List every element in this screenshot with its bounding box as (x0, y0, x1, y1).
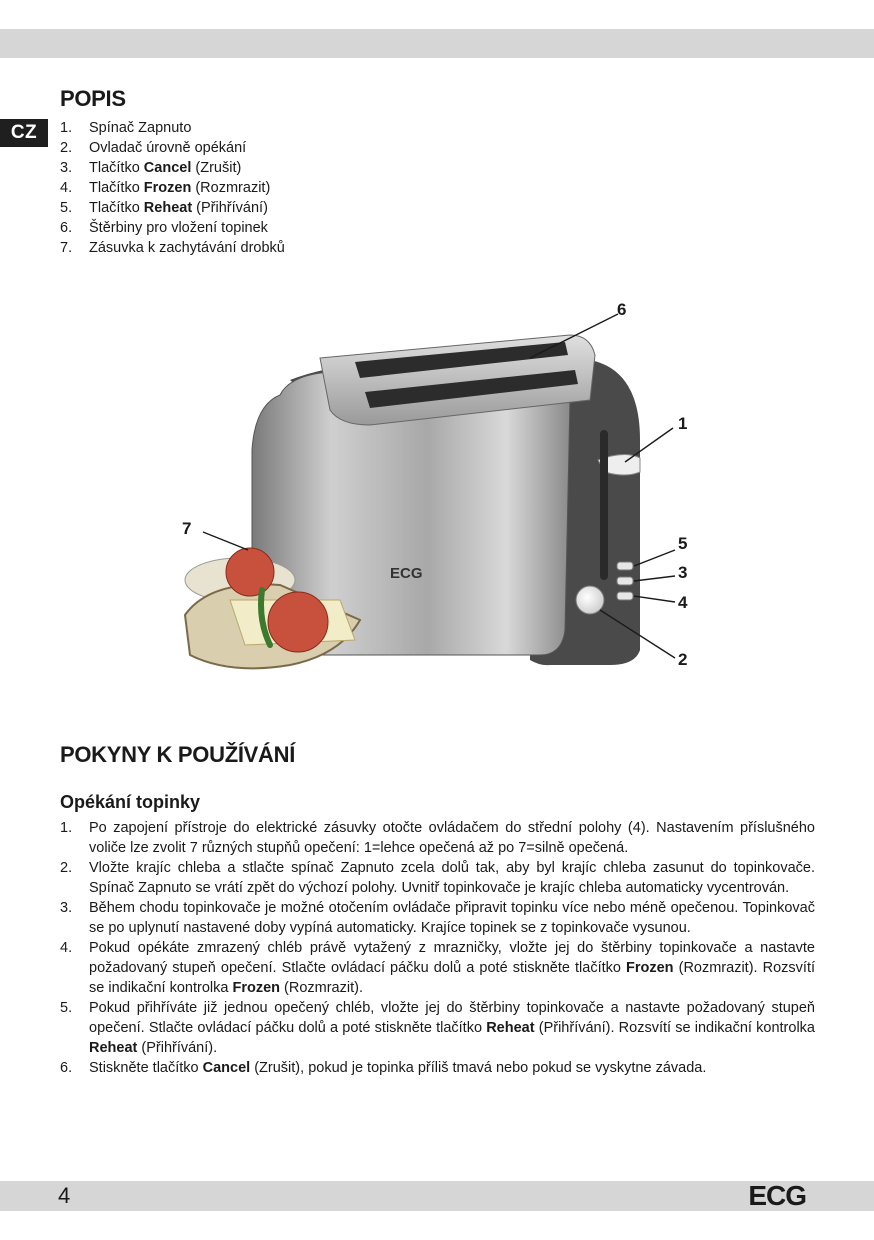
callout-3: 3 (678, 563, 688, 582)
top-band (0, 29, 874, 58)
subsection-title: Opékání topinky (60, 792, 201, 812)
footer-band (0, 1181, 874, 1211)
list-item: 6. Stiskněte tlačítko Cancel (Zrušit), pokud je topinka příliš tmavá nebo pokud se vyskytne závada. (60, 1060, 707, 1076)
callout-4: 4 (678, 593, 688, 612)
list-item: 6. Štěrbiny pro vložení topinek (60, 220, 268, 236)
parts-list (60, 118, 285, 258)
reheat-button-shape (617, 562, 633, 570)
steps-list (60, 818, 815, 1078)
callout-6: 6 (617, 300, 627, 319)
callout-7: 7 (182, 519, 192, 538)
browning-knob (576, 586, 604, 614)
page-number: 4 (58, 1183, 71, 1208)
leader-7 (203, 532, 248, 550)
toaster-logo: ECG (390, 565, 423, 582)
list-item: 1. Po zapojení přístroje do elektrické zásuvky otočte ovládačem do střední polohy (4). Nastavením příslušného voliče lze zvolit 7 různých stupňů opečení: 1=lehce opečená až po 7=silně opečená. (60, 820, 815, 856)
list-item: 2. Ovladač úrovně opékání (60, 140, 247, 156)
list-item: 5. Pokud přihříváte již jednou opečený chléb, vložte jej do štěrbiny topinkovače a nastavte požadovaný stupeň opečení. Stlačte ovládací páčku dolů a poté stiskněte tlačítko Reheat (Přihřívání). Rozsvítí se indikační kontrolka Reheat (Přihřívání). (60, 1000, 815, 1056)
section-title-popis: POPIS (60, 86, 126, 111)
cancel-button-shape (617, 577, 633, 585)
list-item: 4. Tlačítko Frozen (Rozmrazit) (60, 180, 271, 196)
callout-2: 2 (678, 650, 688, 669)
leader-3 (634, 576, 675, 581)
language-tab: CZ (0, 119, 48, 147)
leader-5 (634, 550, 675, 566)
frozen-button-shape (617, 592, 633, 600)
tomato-slice-front (268, 592, 328, 652)
callout-1: 1 (678, 414, 688, 433)
list-item: 1. Spínač Zapnuto (60, 120, 192, 136)
toaster-drawing (170, 300, 710, 710)
list-item: 4. Pokud opékáte zmrazený chléb právě vytažený z mrazničky, vložte jej do štěrbiny topinkovače a nastavte požadovaný stupeň opečení. Stlačte ovládací páčku dolů a poté stiskněte tlačítko Frozen (Rozmrazit). Rozsvítí se indikační kontrolka Frozen (Rozmrazit). (60, 940, 815, 996)
leader-4 (634, 596, 675, 602)
list-item: 3. Během chodu topinkovače je možné otočením ovládače připravit topinku více nebo méně opečenou. Topinkovač se po uplynutí nastavené doby vypíná automaticky. Krajíce topinek se z topinkovače vysunou. (60, 900, 815, 936)
list-item: 5. Tlačítko Reheat (Přihřívání) (60, 200, 268, 216)
section-title-pokyny: POKYNY K POUŽÍVÁNÍ (60, 742, 296, 767)
lever-track (600, 430, 608, 580)
list-item: 3. Tlačítko Cancel (Zrušit) (60, 160, 242, 176)
callout-5: 5 (678, 534, 688, 553)
list-item: 2. Vložte krajíc chleba a stlačte spínač Zapnuto zcela dolů tak, aby byl krajíc chleba zasunut do topinkovače. Spínač Zapnuto se vrátí zpět do výchozí polohy. Uvnitř topinkovače je krajíc chleba automaticky vycentrován. (60, 860, 815, 896)
tomato-slice-back (226, 548, 274, 596)
brand-logo: ECG (748, 1180, 806, 1211)
toaster-illustration (170, 300, 710, 710)
list-item: 7. Zásuvka k zachytávání drobků (60, 240, 285, 256)
